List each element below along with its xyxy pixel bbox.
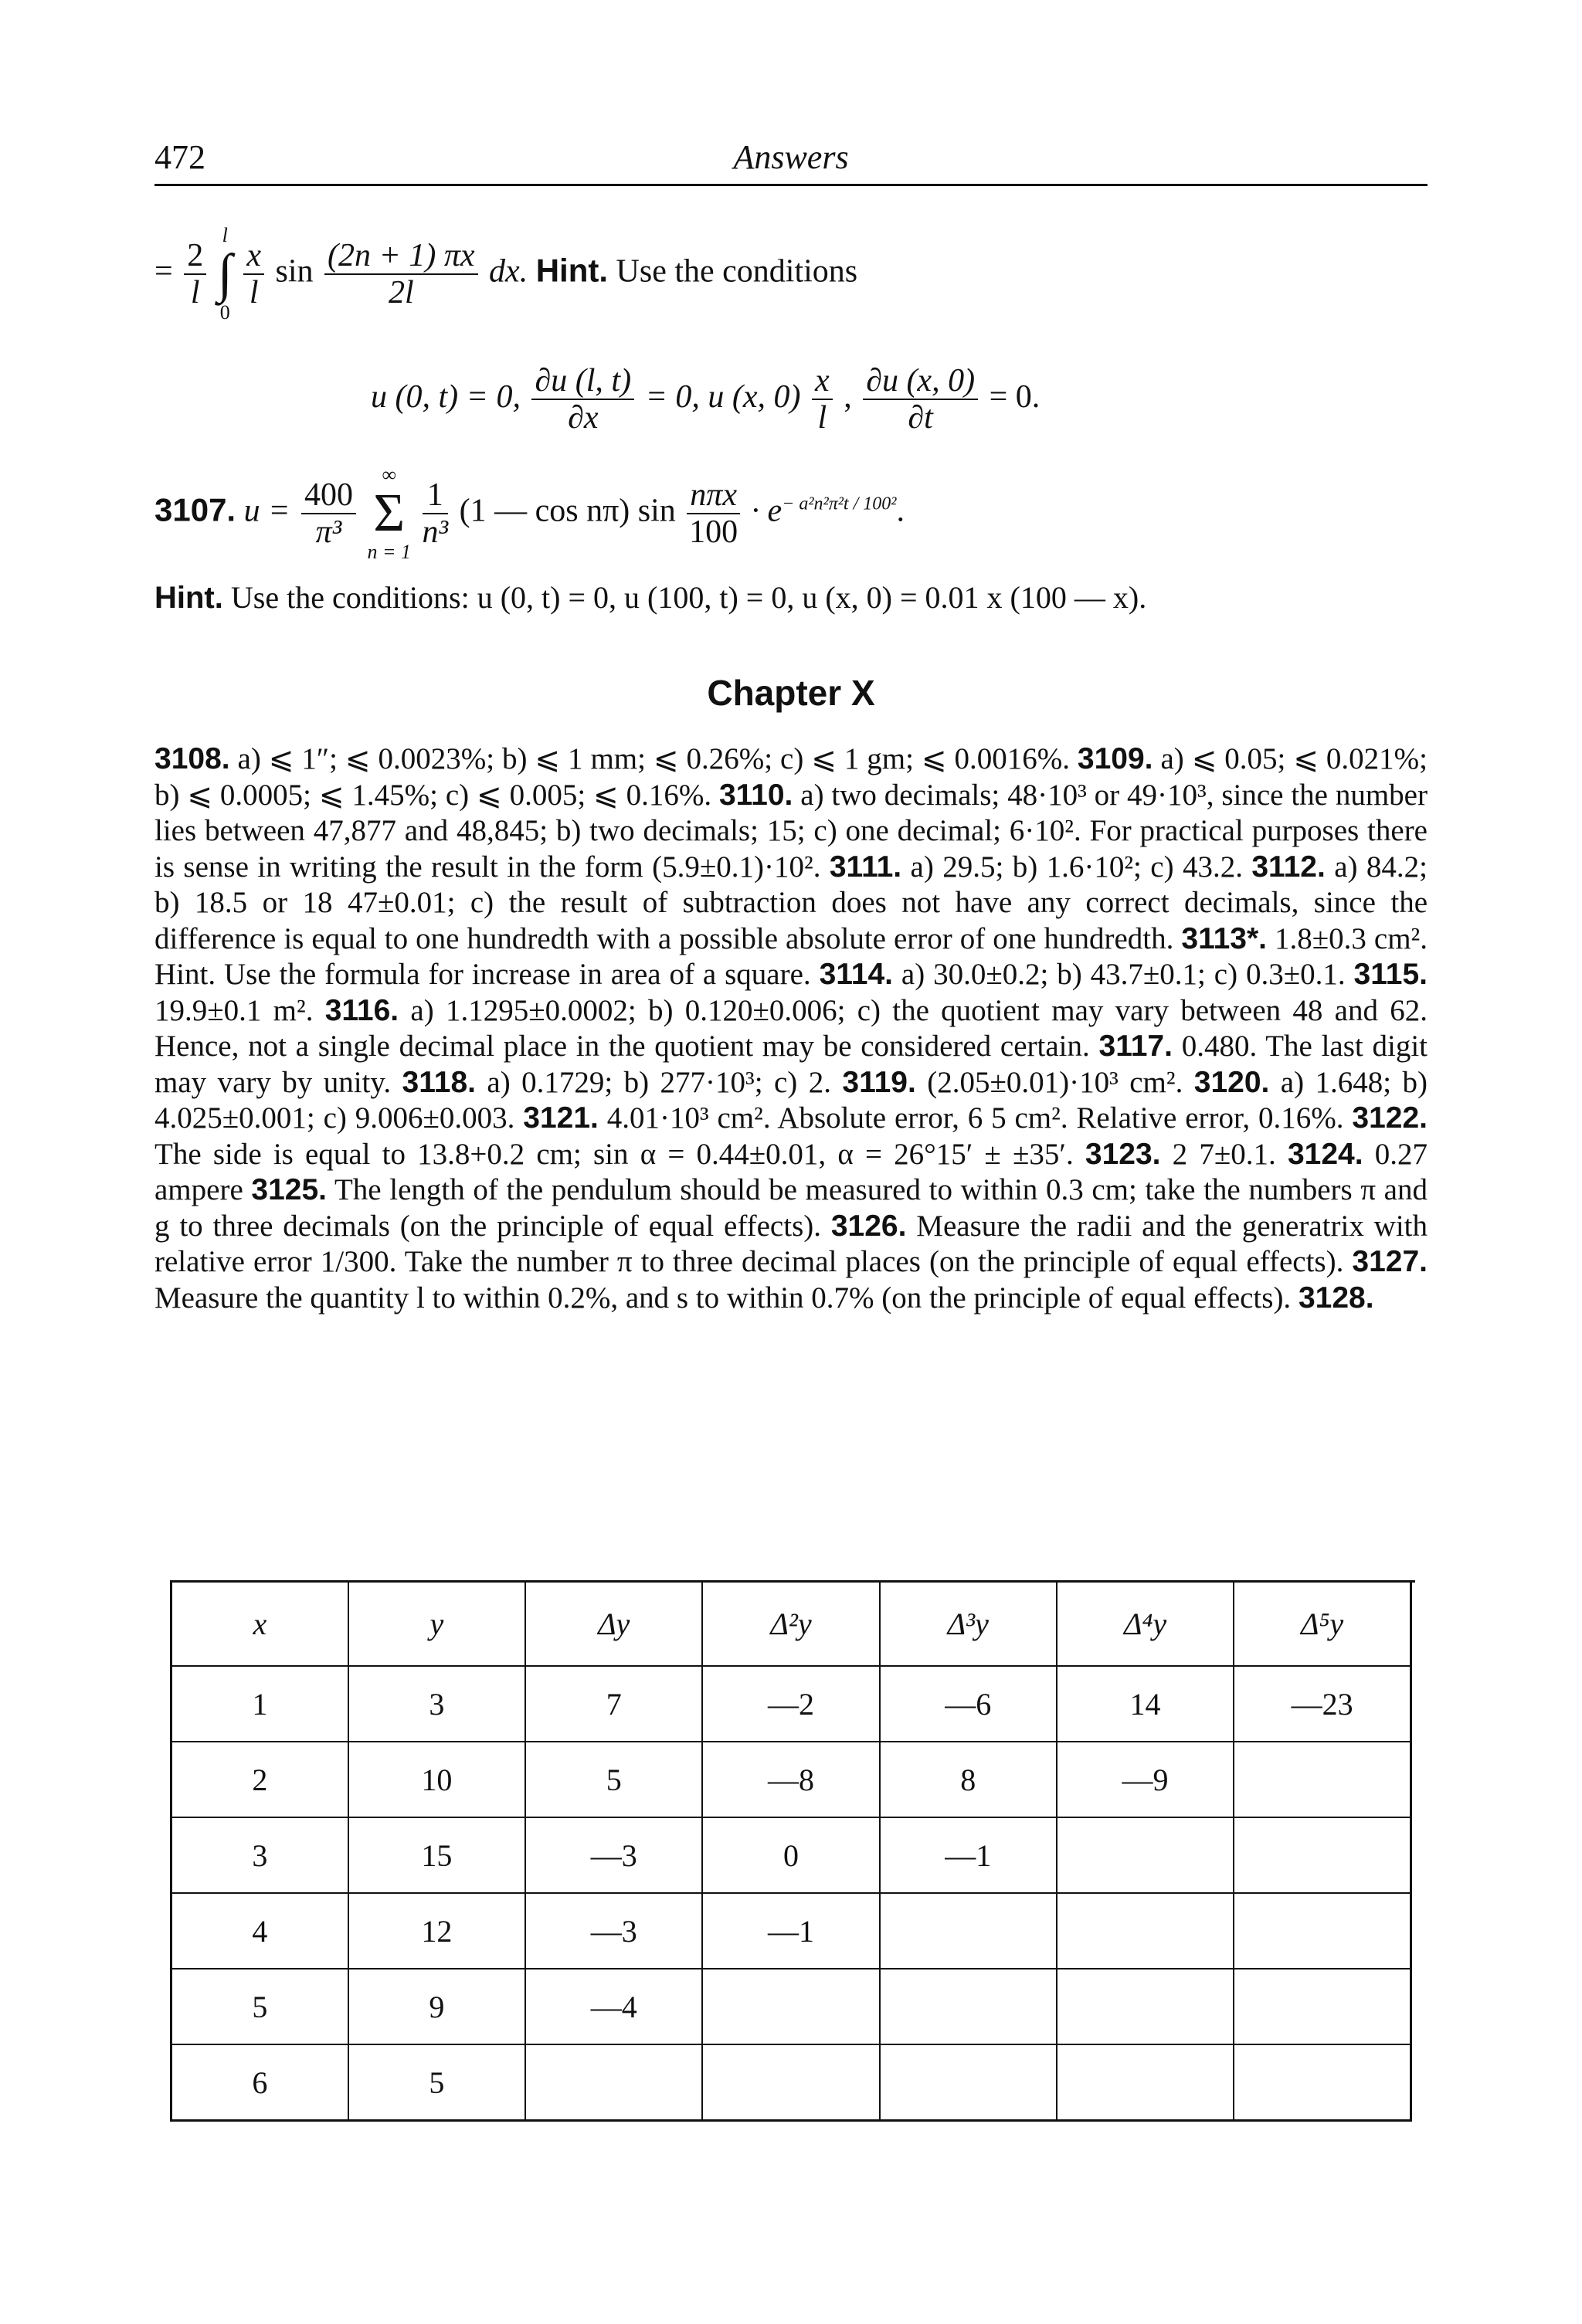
running-title: Answers: [733, 138, 849, 176]
table-cell: —2: [702, 1666, 879, 1742]
answer-number: 3124.: [1287, 1137, 1363, 1171]
answer-number: 3111.: [829, 850, 902, 884]
table-cell: [1234, 1742, 1411, 1817]
table-cell: 5: [171, 1969, 348, 2044]
answer-text: The length of the pendulum should be measured to within 0.3 cm; take the numbers π and g to three decimals (on the principle of equal effects).: [154, 1173, 1428, 1243]
answer-text: a) 1.648; b) 4.025±0.001; c) 9.006±0.003.: [154, 1065, 1428, 1135]
table-header-cell: Δ⁴y: [1057, 1582, 1234, 1666]
table-cell: —9: [1057, 1742, 1234, 1817]
chapter-heading: Chapter X: [707, 673, 875, 713]
table-cell: 0: [702, 1817, 879, 1893]
table-cell: 10: [348, 1742, 525, 1817]
answer-number: 3117.: [1098, 1030, 1173, 1063]
answer-text: 0.27 ampere: [154, 1137, 1428, 1206]
table-cell: [1234, 1817, 1411, 1893]
hint-3107: Hint. Use the conditions: u (0, t) = 0, u (100, t) = 0, u (x, 0) = 0.01 x (100 — x).: [154, 580, 1147, 615]
answer-number: 3110.: [718, 778, 793, 812]
answer-number: 3113*.: [1181, 921, 1268, 955]
table-cell: [880, 1893, 1057, 1969]
answer-text: a) 84.2; b) 18.5 or 18 47±0.01; c) the result of subtraction does not have any correct decimals, since the difference is equal to one hundredth with a possible absolute error of one hundredth.: [154, 850, 1428, 955]
answer-text: a) 1.1295±0.0002; b) 0.120±0.006; c) the quotient may vary between 48 and 62. Hence, not a single decimal place in the quotient may be considered certain.: [154, 993, 1428, 1063]
table-header-cell: x: [171, 1582, 348, 1666]
answer-number: 3122.: [1352, 1101, 1428, 1135]
table-cell: —3: [525, 1893, 702, 1969]
answer-text: Measure the quantity l to within 0.2%, and s to within 0.7% (on the principle of equal effects).: [154, 1281, 1299, 1315]
answer-number: 3123.: [1085, 1137, 1161, 1171]
answer-number: 3109.: [1077, 742, 1153, 775]
table-cell: [1057, 1817, 1234, 1893]
table-header-cell: Δy: [525, 1582, 702, 1666]
table-cell: [1234, 1969, 1411, 2044]
answers-paragraph: [154, 741, 1428, 1316]
answer-number: 3128.: [1298, 1281, 1374, 1315]
table-cell: —23: [1234, 1666, 1411, 1742]
table-cell: 15: [348, 1817, 525, 1893]
difference-table: [170, 1582, 1412, 2122]
answer-number: 3121.: [523, 1101, 599, 1135]
answer-text: a) ⩽ 1″; ⩽ 0.0023%; b) ⩽ 1 mm; ⩽ 0.26%; c) ⩽ 1 gm; ⩽ 0.0016%.: [229, 742, 1078, 775]
table-cell: 7: [525, 1666, 702, 1742]
table-cell: 12: [348, 1893, 525, 1969]
answer-number: 3126.: [830, 1209, 907, 1243]
integral-formula: = $\frac{2}{l}$ l ∫ 0 $\frac{x}{l}$ sin $\frac{(2n + 1) \pi x}{2l}$ dx. Hint. Use the conditions: [154, 224, 858, 324]
answer-number: 3115.: [1353, 958, 1428, 991]
table-cell: [1057, 2044, 1234, 2121]
answer-text: a) ⩽ 0.05; ⩽ 0.021%; b) ⩽ 0.0005; ⩽ 1.45%; c) ⩽ 0.005; ⩽ 0.16%.: [154, 742, 1428, 812]
boundary-conditions: u (0, t) = 0, $\frac{\partial u (l, t)}{\partial x}$ = 0, u (x, 0) $\frac{x}{l}$ , $\frac{\partial u (x, 0)}{\partial t}$ = 0.: [371, 363, 1041, 436]
table-cell: [1057, 1969, 1234, 2044]
table-cell: —3: [525, 1817, 702, 1893]
table-row: [171, 1742, 1411, 1817]
answer-text: (2.05±0.01)·10³ cm².: [915, 1065, 1194, 1099]
table-header-cell: y: [348, 1582, 525, 1666]
answer-number: 3120.: [1193, 1065, 1270, 1099]
table-header-cell: Δ³y: [880, 1582, 1057, 1666]
table-cell: 14: [1057, 1666, 1234, 1742]
answer-text: 2 7±0.1.: [1160, 1137, 1288, 1171]
table-cell: —4: [525, 1969, 702, 2044]
table-row: [171, 1666, 1411, 1742]
table-cell: 1: [171, 1666, 348, 1742]
table-cell: 3: [348, 1666, 525, 1742]
table-cell: [1057, 1893, 1234, 1969]
answer-text: The side is equal to 13.8+0.2 cm; sin α = 0.44±0.01, α = 26°15′ ± ±35′.: [154, 1137, 1085, 1171]
table-row: [171, 1817, 1411, 1893]
answer-text: 19.9±0.1 m².: [154, 993, 325, 1027]
page-number: 472: [154, 138, 205, 176]
table-cell: —8: [702, 1742, 879, 1817]
table-cell: 6: [171, 2044, 348, 2121]
table-cell: 3: [171, 1817, 348, 1893]
table-cell: [880, 1969, 1057, 2044]
table-cell: 8: [880, 1742, 1057, 1817]
table-row: [171, 1969, 1411, 2044]
running-head: [154, 137, 1428, 186]
answer-number: 3125.: [251, 1173, 328, 1206]
table-cell: [880, 2044, 1057, 2121]
answer-text: a) 30.0±0.2; b) 43.7±0.1; c) 0.3±0.1.: [893, 958, 1354, 991]
answer-text: 1.8±0.3 cm². Hint. Use the formula for increase in area of a square.: [154, 921, 1428, 991]
table-row: [171, 2044, 1411, 2121]
answer-text: a) 0.1729; b) 277·10³; c) 2.: [475, 1065, 843, 1099]
answer-number: 3116.: [324, 993, 399, 1027]
answer-number: 3118.: [402, 1065, 476, 1099]
answer-text: 4.01·10³ cm². Absolute error, 6 5 cm². Relative error, 0.16%.: [598, 1101, 1353, 1135]
table-cell: 5: [525, 1742, 702, 1817]
table-cell: [1234, 2044, 1411, 2121]
table-cell: [702, 2044, 879, 2121]
table-header-cell: Δ⁵y: [1234, 1582, 1411, 1666]
answer-number: 3114.: [819, 958, 894, 991]
table-cell: —1: [880, 1817, 1057, 1893]
answer-number: 3119.: [842, 1065, 916, 1099]
answer-text: 0.480. The last digit may vary by unity.: [154, 1030, 1428, 1099]
table-cell: 4: [171, 1893, 348, 1969]
table-cell: —1: [702, 1893, 879, 1969]
answer-number: 3108.: [154, 742, 230, 775]
table-cell: 9: [348, 1969, 525, 2044]
answer-number: 3112.: [1251, 850, 1326, 884]
table-row: [171, 1893, 1411, 1969]
answer-text: Measure the radii and the generatrix with relative error 1/300. Take the number π to three decimal places (on the principle of equal effects).: [154, 1209, 1428, 1278]
answer-text: a) two decimals; 48·10³ or 49·10³, since the number lies between 47,877 and 48,845; b) two decimals; 15; c) one decimal; 6·10². For practical purposes there is sense in writing the result in the form (5.9±0.1)·10².: [154, 778, 1428, 884]
table-cell: [525, 2044, 702, 2121]
table-cell: [1234, 1893, 1411, 1969]
table-header-cell: Δ²y: [702, 1582, 879, 1666]
formula-3107: 3107. u = $\frac{400}{\text{π³}}$ ∞ Σ n = 1 $\frac{1}{\text{n³}}$ (1 — cos nπ) sin $\frac{\text{nπx}}{100}$ · $e^{- a^2n^2\pi^2t / 100^2}$.: [154, 463, 905, 563]
table-cell: [702, 1969, 879, 2044]
answer-text: a) 29.5; b) 1.6·10²; c) 43.2.: [901, 850, 1252, 884]
table-cell: 5: [348, 2044, 525, 2121]
table-cell: —6: [880, 1666, 1057, 1742]
answer-number: 3127.: [1352, 1245, 1428, 1278]
table-cell: 2: [171, 1742, 348, 1817]
